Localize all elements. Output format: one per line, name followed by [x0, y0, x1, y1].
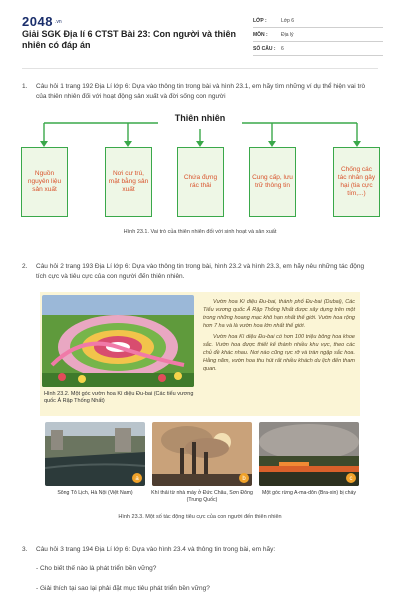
role-box-raw-materials: Nguồn nguyên liệu sản xuất [21, 147, 68, 217]
question-3 [22, 545, 382, 557]
amazon-fire-photo [259, 422, 359, 486]
description-paragraph: Vườn hoa Kì diệu Đu-bai có hơn 100 triệu bông hoa khoe sắc. Vườn hoa được thiết kế thành nhiều khu vực, theo các chủ đề khác nhau. Nơi nào cũng rực rỡ và tràn ngập sắc hoa. Hằng năm, vườn hoa thu hút rất nhiều khách du lịch đến tham quan. [203, 334, 355, 372]
figure-23-1-caption: Hình 23.1. Vai trò của thiên nhiên đối với sinh hoạt và sản xuất [123, 229, 277, 235]
photo-b-caption: Khí thải từ nhà máy ở Đức Châu, Sơn Đông (Trung Quốc) [151, 490, 253, 503]
meta-key: LỚP : [253, 17, 267, 24]
question-1 [22, 82, 382, 104]
figure-23-2-caption: Hình 23.2. Một góc vườn hoa Kì diệu Đu-bai (Các tiểu vương quốc Ả Rập Thống Nhất) [44, 391, 194, 404]
meta-row-count [253, 42, 383, 56]
meta-value: Lớp 6 [281, 17, 295, 24]
to-lich-river-photo [45, 422, 145, 486]
question-number: 2. [22, 263, 28, 270]
meta-row-subject [253, 28, 383, 42]
photo-badge: b [242, 476, 246, 482]
meta-value: 6 [281, 45, 284, 52]
site-logo-suffix: .vn [55, 19, 62, 25]
meta-key: SỐ CÂU : [253, 45, 276, 52]
figure-23-2-panel [40, 292, 360, 416]
question-3-sub-1: - Cho biết thế nào là phát triển bền vững? [36, 565, 157, 572]
factory-emission-photo [152, 422, 252, 486]
document-title: Giải SGK Địa lí 6 CTST Bài 23: Con người và thiên nhiên có đáp án [22, 29, 236, 50]
figure-23-2-description [203, 298, 355, 376]
photo-badge: a [135, 476, 139, 482]
diagram-title: Thiên nhiên [174, 113, 226, 123]
site-logo[interactable]: 2048 [22, 14, 53, 29]
question-text: Câu hỏi 3 trang 194 Địa Lí lớp 6: Dựa vào hình 23.4 và thông tin trong bài, em hãy: [36, 546, 276, 553]
question-number: 1. [22, 83, 28, 90]
meta-key: MÔN : [253, 31, 268, 38]
question-text: Câu hỏi 2 trang 193 Địa Lí lớp 6: Dựa vào thông tin trong bài, hình 23.2 và hình 23.3, em hãy nêu những tác động tích cực và tiêu cực của con người đến thiên nhiên. [36, 263, 365, 280]
question-3-sub-2: - Giải thích tại sao lại phải đặt mục tiêu phát triển bền vững? [36, 585, 210, 592]
photo-badge: c [349, 476, 353, 482]
question-text: Câu hỏi 1 trang 192 Địa Lí lớp 6: Dựa vào thông tin trong bài và hình 23.1, em hãy tìm những ví dụ thể hiện vai trò của thiên nhiên đối với hoạt động sản xuất và đời sống con người [36, 83, 366, 100]
header [0, 0, 400, 64]
role-box-habitat: Nơi cư trú, mặt bằng sản xuất [105, 147, 152, 217]
description-paragraph: Vườn hoa Kì diệu Đu-bai, thành phố Đu-bai (Dubai), Các Tiểu vương quốc Ả Rập Thống Nhất được xây dựng trên một trong những hoang mạc khô hạn nhất thế giới. Vườn hoa rộng hơn 7 ha và là vườn hoa lớn nhất thế giới. [203, 299, 355, 329]
meta-value: Địa lý [281, 31, 294, 38]
header-divider [22, 68, 378, 69]
role-box-protection: Chống các tác nhân gây hại (tia cực tím,...) [333, 147, 380, 217]
photo-a-caption: Sông Tô Lịch, Hà Nội (Việt Nam) [57, 490, 133, 496]
role-box-information: Cung cấp, lưu trữ thông tin [249, 147, 296, 217]
meta-table [253, 14, 383, 56]
question-2 [22, 262, 382, 284]
figure-23-3-caption: Hình 23.3. Một số tác động tiêu cực của con người đến thiên nhiên [118, 514, 282, 520]
meta-row-grade [253, 14, 383, 28]
role-box-waste: Chứa đựng rác thải [177, 147, 224, 217]
dubai-miracle-garden-photo [42, 295, 194, 387]
question-number: 3. [22, 546, 28, 553]
figure-23-1-diagram [27, 113, 376, 225]
photo-c-caption: Một góc rừng A-ma-dôn (Bra-xin) bị cháy [262, 490, 356, 496]
